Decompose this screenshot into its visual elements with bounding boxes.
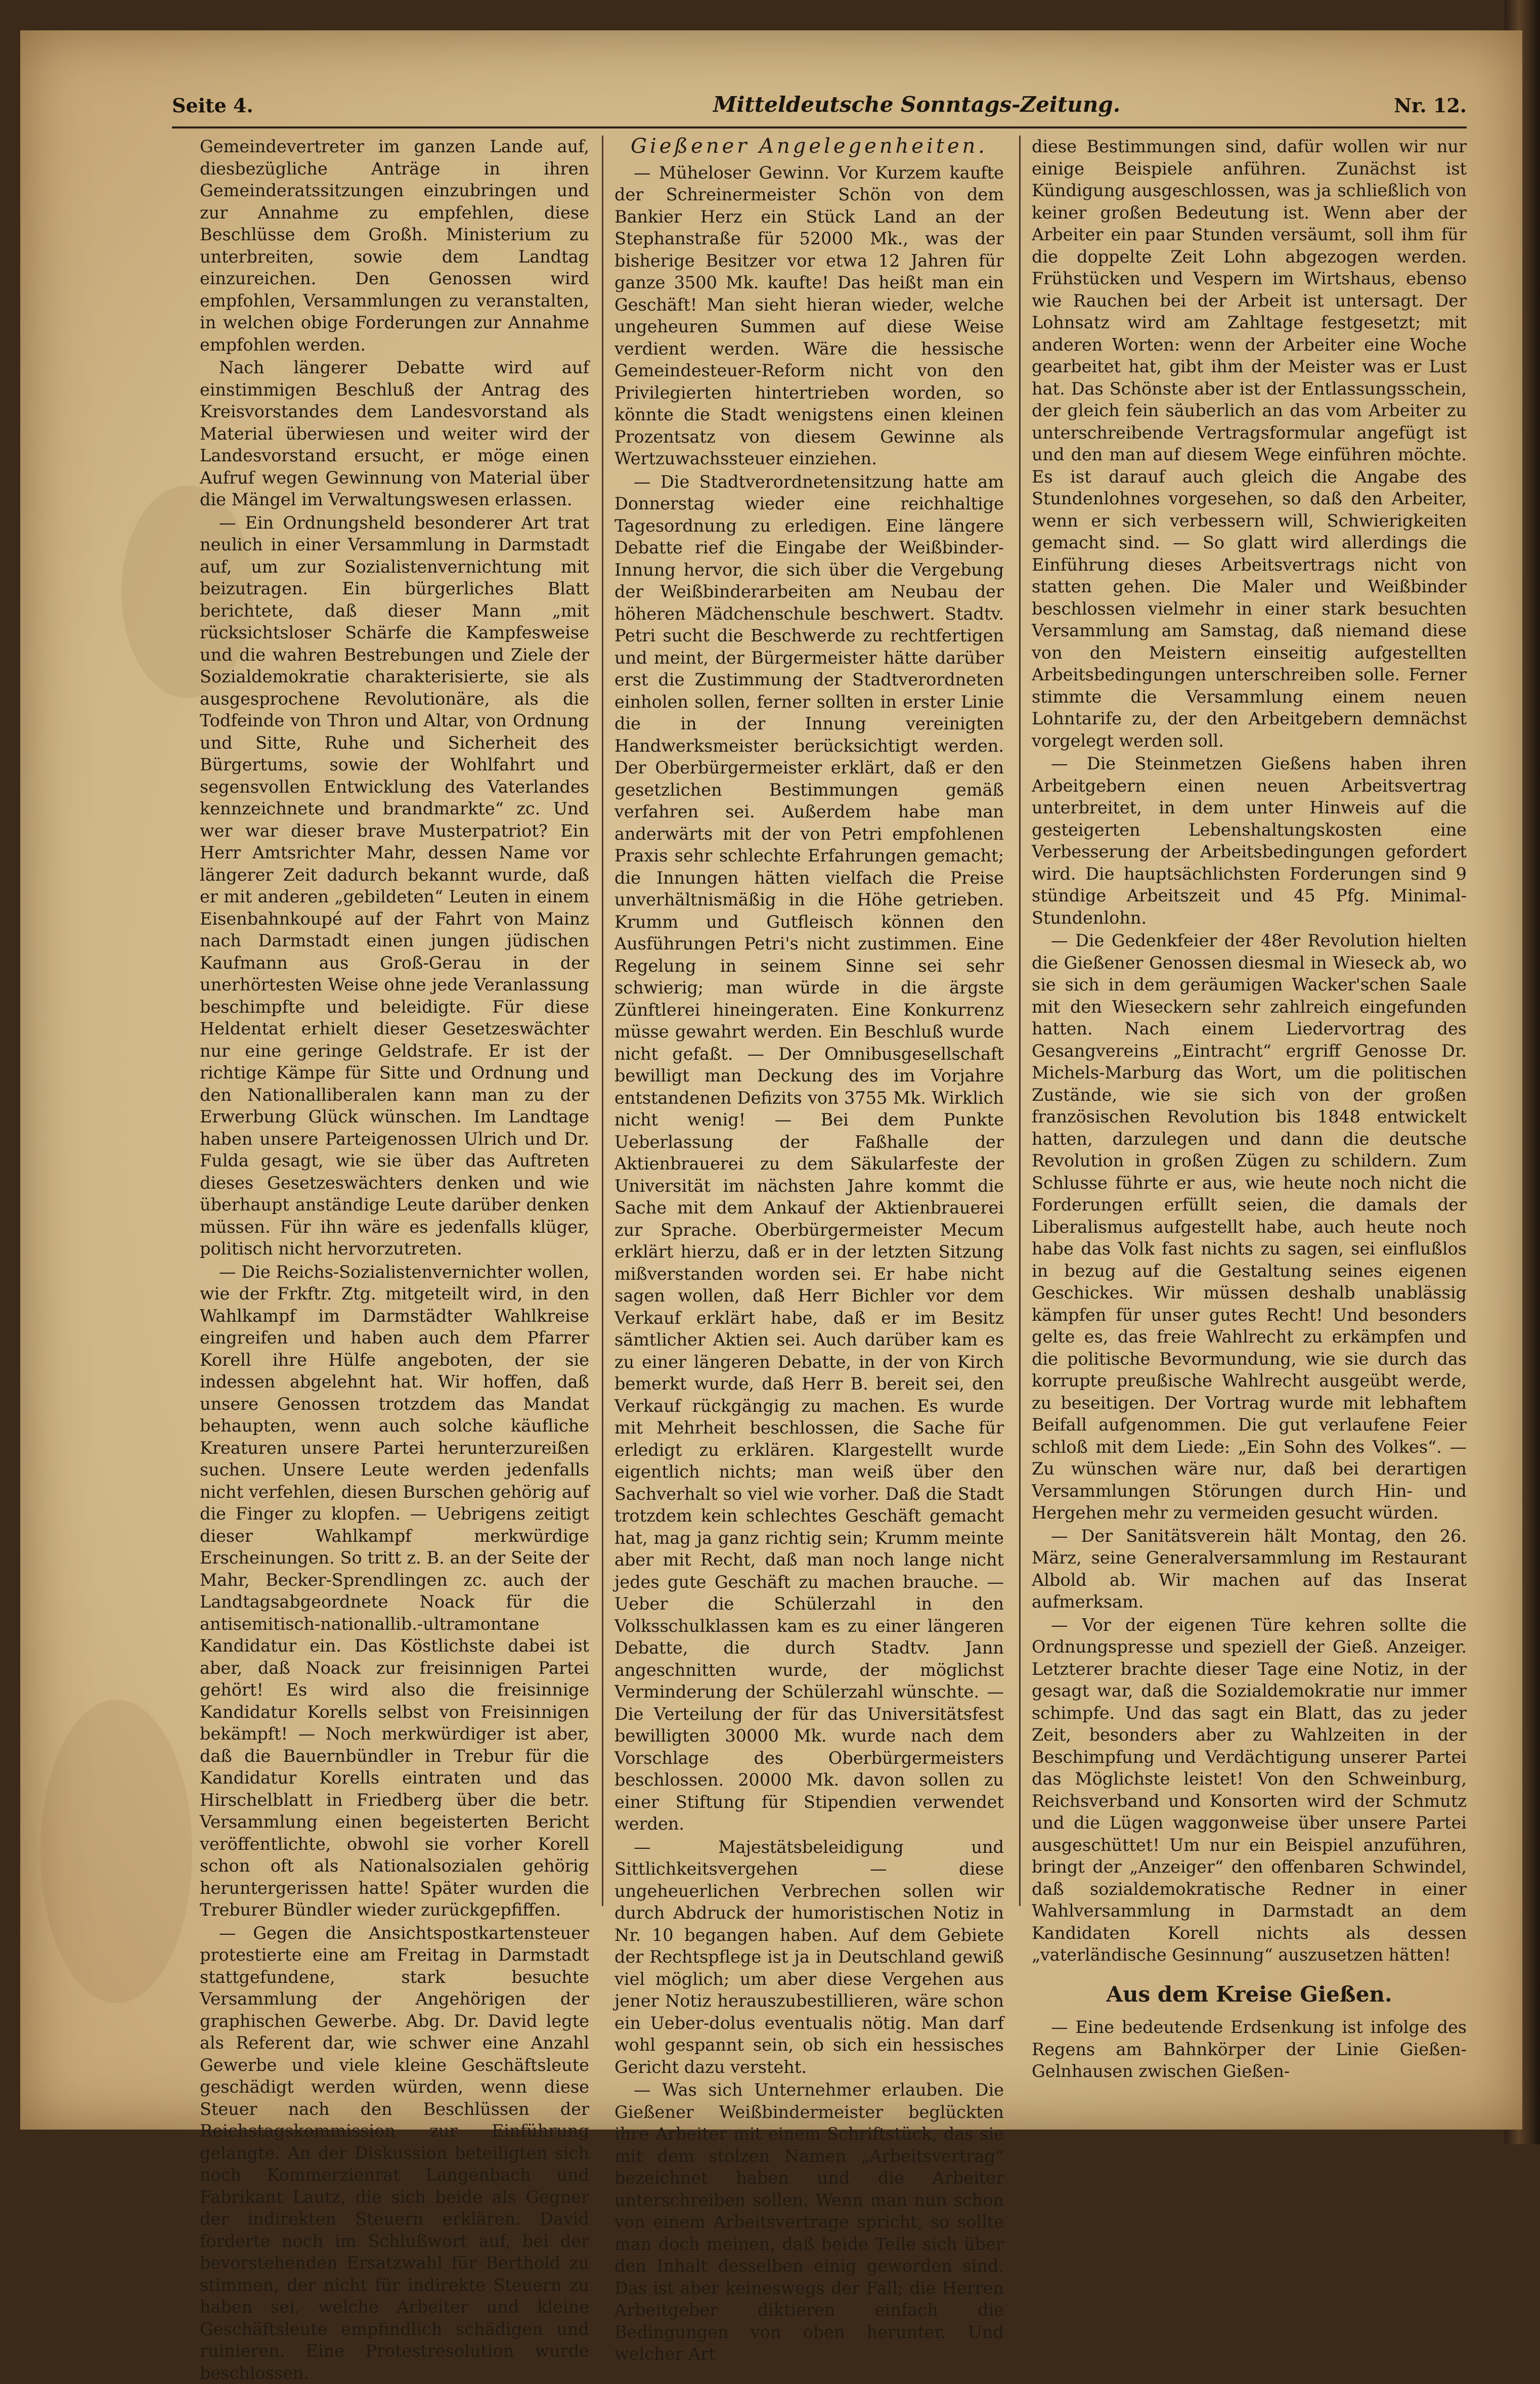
column-divider bbox=[1019, 136, 1021, 1906]
article-paragraph: — Der Sanitätsverein hält Montag, den 26. März, seine Generalversammlung im Restaurant Albold ab. Wir machen auf das Inserat aufmerksam. bbox=[1032, 1525, 1467, 1613]
column-3 bbox=[1032, 136, 1467, 1946]
column-divider bbox=[602, 136, 603, 1906]
column-2 bbox=[614, 136, 1004, 1946]
article-paragraph: — Gegen die Ansichtspostkartensteuer protestierte eine am Freitag in Darmstadt stattgefundene, stark besuchte Versammlung der Angehörigen der graphischen Gewerbe. Abg. Dr. David legte als Referent dar, wie schwer eine Anzahl Gewerbe und viele kleine Geschäftsleute geschädigt werden würden, wenn diese Steuer nach den Beschlüssen der Reichstagskommission zur Einführung gelangte. An der Diskussion beteiligten sich noch Kommerzienrat Langenbach und Fabrikant Lautz, die sich beide als Gegner der indirekten Steuern erklären. David forderte noch im Schlußwort auf, bei der bevorstehenden Ersatzwahl für Berthold zu stimmen, der nicht für indirekte Steuern zu haben sei, welche Arbeiter und kleine Geschäftsleute empfindlich schädigen und ruinieren. Eine Protestresolution wurde beschlossen. bbox=[200, 1922, 589, 2384]
article-paragraph: Gemeindevertreter im ganzen Lande auf, diesbezügliche Anträge in ihren Gemeinderatssitzungen einzubringen und zur Annahme zu empfehlen, diese Beschlüsse dem Großh. Ministerium zu unterbreiten, sowie dem Landtag einzureichen. Den Genossen wird empfohlen, Versammlungen zu veranstalten, in welchen obige Forderungen zur Annahme empfohlen werden. bbox=[200, 136, 589, 356]
article-paragraph: — Die Reichs-Sozialistenvernichter wollen, wie der Frkftr. Ztg. mitgeteilt wird, in den Wahlkampf im Darmstädter Wahlkreise eingreifen und haben auch dem Pfarrer Korell ihre Hülfe angeboten, der sie indessen abgelehnt hat. Wir hoffen, daß unsere Genossen trotzdem das Mandat behaupten, wenn auch solche käufliche Kreaturen unsere Partei herunterzureißen suchen. Unsere Leute werden jedenfalls nicht verfehlen, diesen Burschen gehörig auf die Finger zu klopfen. — Uebrigens zeitigt dieser Wahlkampf merkwürdige Erscheinungen. So tritt z. B. an der Seite der Mahr, Becker-Sprendlingen zc. auch der Landtagsabgeordnete Noack für die antisemitisch-nationallib.-ultramontane Kandidatur ein. Das Köstlichste dabei ist aber, daß Noack zur freisinnigen Partei gehört! Es wird also die freisinnige Kandidatur Korells selbst von Freisinnigen bekämpft! — Noch merkwürdiger ist aber, daß die Bauernbündler in Trebur für die Kandidatur Korells eintraten und das Hirschelblatt in Friedberg über die betr. Versammlung einen begeisterten Bericht veröffentlichte, obwohl sie vorher Korell schon oft als Nationalsozialen gehörig heruntergerissen hatte! Später wurden die Treburer Bündler wieder zurückgepfiffen. bbox=[200, 1261, 589, 1921]
article-paragraph: — Die Steinmetzen Gießens haben ihren Arbeitgebern einen neuen Arbeitsvertrag unterbreitet, in dem unter Hinweis auf die gesteigerten Lebenshaltungskosten eine Verbesserung der Arbeitsbedingungen gefordert wird. Die hauptsächlichsten Forderungen sind 9 stündige Arbeitszeit und 45 Pfg. Minimal-Stundenlohn. bbox=[1032, 753, 1467, 929]
newspaper-title: Mitteldeutsche Sonntags-Zeitung. bbox=[713, 92, 1120, 117]
article-paragraph: — Majestätsbeleidigung und Sittlichkeitsvergehen — diese ungeheuerlichen Verbrechen sollen wir durch Abdruck der humoristischen Notiz in Nr. 10 begangen haben. Auf dem Gebiete der Rechtspflege ist ja in Deutschland gewiß viel möglich; um aber diese Vergehen aus jener Notiz herauszubestillieren, wäre schon ein Ueber-dolus eventualis nötig. Man darf wohl gespannt sein, ob sich ein hessisches Gericht dazu versteht. bbox=[614, 1836, 1004, 2078]
article-paragraph: — Eine bedeutende Erdsenkung ist infolge des Regens am Bahnkörper der Linie Gießen-Gelnhausen zwischen Gießen- bbox=[1032, 2016, 1467, 2083]
article-paragraph: diese Bestimmungen sind, dafür wollen wir nur einige Beispiele anführen. Zunächst ist Kündigung ausgeschlossen, was ja schließlich von keiner großen Bedeutung ist. Wenn aber der Arbeiter ein paar Stunden versäumt, soll ihm für die doppelte Zeit Lohn abgezogen werden. Frühstücken und Vespern im Wirtshaus, ebenso wie Rauchen bei der Arbeit ist untersagt. Der Lohnsatz wird am Zahltage festgesetzt; mit anderen Worten: wenn der Arbeiter eine Woche gearbeitet hat, gibt ihm der Meister was er Lust hat. Das Schönste aber ist der Entlassungsschein, der gleich fein säuberlich an das vom Arbeiter zu unterschreibende Vertragsformular angefügt ist und den man auf diesem Wege einführen möchte. Es ist darauf auch gleich die Angabe des Stundenlohnes vorgesehen, so daß den Arbeiter, wenn er sich verbessern will, Schwierigkeiten gemacht sind. — So glatt wird allerdings die Einführung dieses Arbeitsvertrags nicht von statten gehen. Die Maler und Weißbinder beschlossen vielmehr in einer stark besuchten Versammlung am Samstag, daß niemand diese von den Meistern einseitig aufgestellten Arbeitsbedingungen unterschreiben solle. Ferner stimmte die Versammlung einem neuen Lohntarife zu, der den Arbeitgebern demnächst vorgelegt werden soll. bbox=[1032, 136, 1467, 752]
page-number: Seite 4. bbox=[172, 94, 253, 117]
article-paragraph: Nach längerer Debatte wird auf einstimmigen Beschluß der Antrag des Kreisvorstandes dem Landesvorstand als Material überwiesen und weiter wird der Landesvorstand ersucht, er möge einen Aufruf wegen Gewinnung von Material über die Mängel im Verwaltungswesen erlassen. bbox=[200, 357, 589, 511]
article-paragraph: — Vor der eigenen Türe kehren sollte die Ordnungspresse und speziell der Gieß. Anzeiger. Letzterer brachte dieser Tage eine Notiz, in der gesagt war, daß die Sozialdemokratie nur immer schimpfe. Und das sagt ein Blatt, das zu jeder Zeit, besonders aber zu Wahlzeiten in der Beschimpfung und Verdächtigung unserer Partei das Möglichste leistet! Von den Schweinburg, Reichsverband und Konsorten wird der Schmutz und die Lügen waggonweise über unsere Partei ausgeschüttet! Um nur ein Beispiel anzuführen, bringt der „Anzeiger“ den offenbaren Schwindel, daß sozialdemokratische Redner in einer Wahlversammlung in Darmstadt an dem Kandidaten Korell nichts als dessen „vaterländische Gesinnung“ auszusetzen hätten! bbox=[1032, 1614, 1467, 1966]
article-paragraph: — Müheloser Gewinn. Vor Kurzem kaufte der Schreinermeister Schön von dem Bankier Herz ein Stück Land an der Stephanstraße für 52000 Mk., was der bisherige Besitzer vor etwa 12 Jahren für ganze 3500 Mk. kaufte! Das heißt man ein Geschäft! Man sieht hieran wieder, welche ungeheuren Summen auf diese Weise verdient werden. Wäre die hessische Gemeindesteuer-Reform nicht von den Privilegierten hintertrieben worden, so könnte die Stadt wenigstens einen kleinen Prozentsatz von diesem Gewinne als Wertzuwachssteuer einziehen. bbox=[614, 162, 1004, 470]
issue-number: Nr. 12. bbox=[1394, 94, 1467, 117]
article-paragraph: — Ein Ordnungsheld besonderer Art trat neulich in einer Versammlung in Darmstadt auf, um zur Sozialistenvernichtung mit beizutragen. Ein bürgerliches Blatt berichtete, daß dieser Mann „mit rücksichtsloser Schärfe die Kampfesweise und die wahren Bestrebungen und Ziele der Sozialdemokratie charakterisierte, sie als ausgesprochene Revolutionäre, als die Todfeinde von Thron und Altar, von Ordnung und Sitte, Ruhe und Sicherheit des Bürgertums, sowie der Wohlfahrt und segensvollen Entwicklung des Vaterlandes kennzeichnete und brandmarkte“ zc. Und wer war dieser brave Musterpatriot? Ein Herr Amtsrichter Mahr, dessen Name vor längerer Zeit dadurch bekannt wurde, daß er mit anderen „gebildeten“ Leuten in einem Eisenbahnkoupé auf der Fahrt von Mainz nach Darmstadt einen jungen jüdischen Kaufmann aus Groß-Gerau in der unerhörtesten Weise ohne jede Veranlassung beschimpfte und beleidigte. Für diese Heldentat erhielt dieser Gesetzeswächter nur eine geringe Geldstrafe. Er ist der richtige Kämpe für Sitte und Ordnung und den Nationalliberalen kann man zu der Erwerbung Glück wünschen. Im Landtage haben unsere Parteigenossen Ulrich und Dr. Fulda gesagt, wie sie über das Auftreten dieses Gesetzeswächters denken und wie überhaupt anständige Leute darüber denken müssen. Für ihn wäre es jedenfalls klüger, politisch nicht hervorzutreten. bbox=[200, 512, 589, 1260]
section-heading: Aus dem Kreise Gießen. bbox=[1032, 1983, 1467, 2006]
paper-stain bbox=[40, 1700, 192, 2003]
article-paragraph: — Die Gedenkfeier der 48er Revolution hielten die Gießener Genossen diesmal in Wieseck ab, wo sie sich in dem geräumigen Wacker'schen Saale mit den Wieseckern sehr zahlreich eingefunden hatten. Nach einem Liedervortrag des Gesangvereins „Eintracht“ ergriff Genosse Dr. Michels-Marburg das Wort, um die politischen Zustände, wie sie sich von der großen französischen Revolution bis 1848 entwickelt hatten, darzulegen und dann die deutsche Revolution in großen Zügen zu schildern. Zum Schlusse führte er aus, wie heute noch nicht die Forderungen erfüllt seien, die damals der Liberalismus aufgestellt habe, auch heute noch habe das Volk fast nichts zu sagen, sei einflußlos in bezug auf die Gestaltung seines eigenen Geschickes. Wir müssen deshalb unablässig kämpfen für unser gutes Recht! Und besonders gelte es, das freie Wahlrecht zu erkämpfen und die politische Bevormundung, wie sie durch das korrupte preußische Wahlrecht ausgeübt werde, zu beseitigen. Der Vortrag wurde mit lebhaftem Beifall aufgenommen. Die gut verlaufene Feier schloß mit dem Liede: „Ein Sohn des Volkes“. — Zu wünschen wäre nur, daß bei derartigen Versammlungen Störungen durch Hin- und Hergehen mehr zu vermeiden gesucht würden. bbox=[1032, 930, 1467, 1524]
article-paragraph: — Was sich Unternehmer erlauben. Die Gießener Weißbindermeister beglückten ihre Arbeiter mit einem Schriftstück, das sie mit dem stolzen Namen „Arbeitsvertrag“ bezeichnet haben und die Arbeiter unterschreiben sollen. Wenn man nun schon von einem Arbeitsvertrage spricht, so sollte man doch meinen, daß beide Teile sich über den Inhalt desselben einig geworden sind. Das ist aber keineswegs der Fall; die Herren Arbeitgeber diktieren einfach die Bedingungen von oben herunter. Und welcher Art bbox=[614, 2079, 1004, 2365]
page-header bbox=[172, 85, 1467, 131]
section-heading: Gießener Angelegenheiten. bbox=[614, 136, 1004, 158]
header-rule bbox=[172, 126, 1467, 128]
column-1 bbox=[200, 136, 589, 1946]
article-paragraph: — Die Stadtverordnetensitzung hatte am Donnerstag wieder eine reichhaltige Tagesordnung zu erledigen. Eine längere Debatte rief die Eingabe der Weißbinder-Innung hervor, die sich über die Vergebung der Weißbinderarbeiten am Neubau der höheren Mädchenschule beschwert. Stadtv. Petri sucht die Beschwerde zu rechtfertigen und meint, der Bürgermeister hätte darüber erst die Zustimmung der Stadtverordneten einholen sollen, ferner sollten in erster Linie die in der Innung vereinigten Handwerksmeister berücksichtigt werden. Der Oberbürgermeister erklärt, daß er den gesetzlichen Bestimmungen gemäß verfahren sei. Außerdem habe man anderwärts mit der von Petri empfohlenen Praxis sehr schlechte Erfahrungen gemacht; die Innungen hätten vielfach die Preise unverhältnismäßig in die Höhe getrieben. Krumm und Gutfleisch können den Ausführungen Petri's nicht zustimmen. Eine Regelung in seinem Sinne sei sehr schwierig; man würde in die ärgste Zünftlerei hineingeraten. Eine Konkurrenz müsse gewahrt werden. Ein Beschluß wurde nicht gefaßt. — Der Omnibusgesellschaft bewilligt man Deckung des im Vorjahre entstandenen Defizits von 3755 Mk. Wirklich nicht wenig! — Bei dem Punkte Ueberlassung der Faßhalle der Aktienbrauerei zu dem Säkularfeste der Universität im nächsten Jahre kommt die Sache mit dem Ankauf der Aktienbrauerei zur Sprache. Oberbürgermeister Mecum erklärt hierzu, daß er in der letzten Sitzung mißverstanden worden sei. Er habe nicht sagen wollen, daß Herr Bichler vor dem Verkauf erklärt habe, daß er im Besitz sämtlicher Aktien sei. Auch darüber kam es zu einer längeren Debatte, in der von Kirch bemerkt wurde, daß Herr B. bereit sei, den Verkauf rückgängig zu machen. Es wurde mit Mehrheit beschlossen, die Sache für erledigt zu erklären. Klargestellt wurde eigentlich nichts; man weiß über den Sachverhalt so viel wie vorher. Daß die Stadt trotzdem kein schlechtes Geschäft gemacht hat, mag ja ganz richtig sein; Krumm meinte aber mit Recht, daß man noch lange nicht jedes gute Geschäft zu machen brauche. — Ueber die Schülerzahl in den Volksschulklassen kam es zu einer längeren Debatte, die durch Stadtv. Jann angeschnitten wurde, der möglichst Verminderung der Schülerzahl wünschte. — Die Verteilung der für das Universitätsfest bewilligten 30000 Mk. wurde nach dem Vorschlage des Oberbürgermeisters beschlossen. 20000 Mk. davon sollen zu einer Stiftung für Stipendien verwendet werden. bbox=[614, 471, 1004, 1835]
